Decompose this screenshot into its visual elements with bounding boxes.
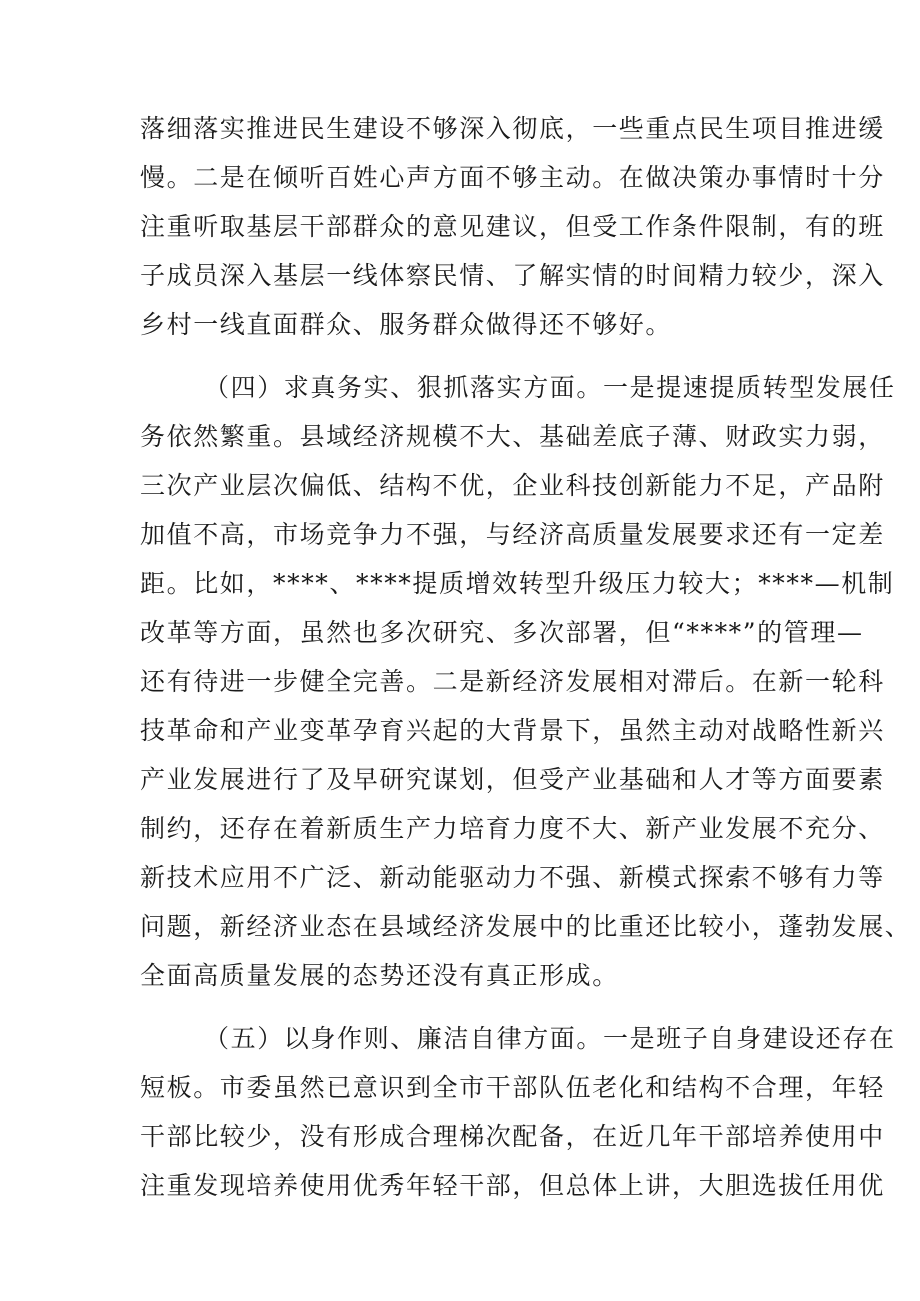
paragraph-gap bbox=[140, 349, 800, 363]
text-line: 注重发现培养使用优秀年轻干部，但总体上讲，大胆选拔任用优 bbox=[140, 1171, 885, 1200]
text-line: 新技术应用不广泛、新动能驱动力不强、新模式探索不够有力等 bbox=[140, 863, 885, 892]
text-line: 还有待进一步健全完善。二是新经济发展相对滞后。在新一轮科 bbox=[140, 667, 885, 696]
text-line: 产业发展进行了及早研究谋划，但受产业基础和人才等方面要素 bbox=[140, 765, 885, 794]
document-body bbox=[140, 104, 912, 1210]
text-line: 乡村一线直面群众、服务群众做得还不够好。 bbox=[140, 310, 673, 339]
text-line: 改革等方面，虽然也多次研究、多次部署，但“****”的管理— bbox=[140, 618, 864, 647]
text-line: 问题，新经济业态在县域经济发展中的比重还比较小，蓬勃发展、 bbox=[140, 912, 912, 941]
text-line: 落细落实推进民生建设不够深入彻底，一些重点民生项目推进缓 bbox=[140, 114, 885, 143]
text-line: 全面高质量发展的态势还没有真正形成。 bbox=[140, 961, 619, 990]
text-line: 干部比较少，没有形成合理梯次配备，在近几年干部培养使用中 bbox=[140, 1122, 885, 1151]
text-line: 三次产业层次偏低、结构不优，企业科技创新能力不足，产品附 bbox=[140, 471, 885, 500]
section-heading-line: （四）求真务实、狠抓落实方面。一是提速提质转型发展任 bbox=[204, 373, 896, 402]
text-line: 加值不高，市场竞争力不强，与经济高质量发展要求还有一定差 bbox=[140, 520, 885, 549]
section-heading-line: （五）以身作则、廉洁自律方面。一是班子自身建设还存在 bbox=[204, 1024, 896, 1053]
paragraph-gap bbox=[140, 1000, 800, 1014]
text-line: 短板。市委虽然已意识到全市干部队伍老化和结构不合理，年轻 bbox=[140, 1073, 885, 1102]
text-line: 制约，还存在着新质生产力培育力度不大、新产业发展不充分、 bbox=[140, 814, 885, 843]
text-line: 慢。二是在倾听百姓心声方面不够主动。在做决策办事情时十分 bbox=[140, 163, 885, 192]
text-line: 务依然繁重。县域经济规模不大、基础差底子薄、财政实力弱， bbox=[140, 422, 885, 451]
text-line: 注重听取基层干部群众的意见建议，但受工作条件限制，有的班 bbox=[140, 212, 885, 241]
text-line: 技革命和产业变革孕育兴起的大背景下，虽然主动对战略性新兴 bbox=[140, 716, 885, 745]
text-line: 子成员深入基层一线体察民情、了解实情的时间精力较少，深入 bbox=[140, 261, 885, 290]
text-line: 距。比如，****、****提质增效转型升级压力较大；****—机制 bbox=[140, 569, 895, 598]
